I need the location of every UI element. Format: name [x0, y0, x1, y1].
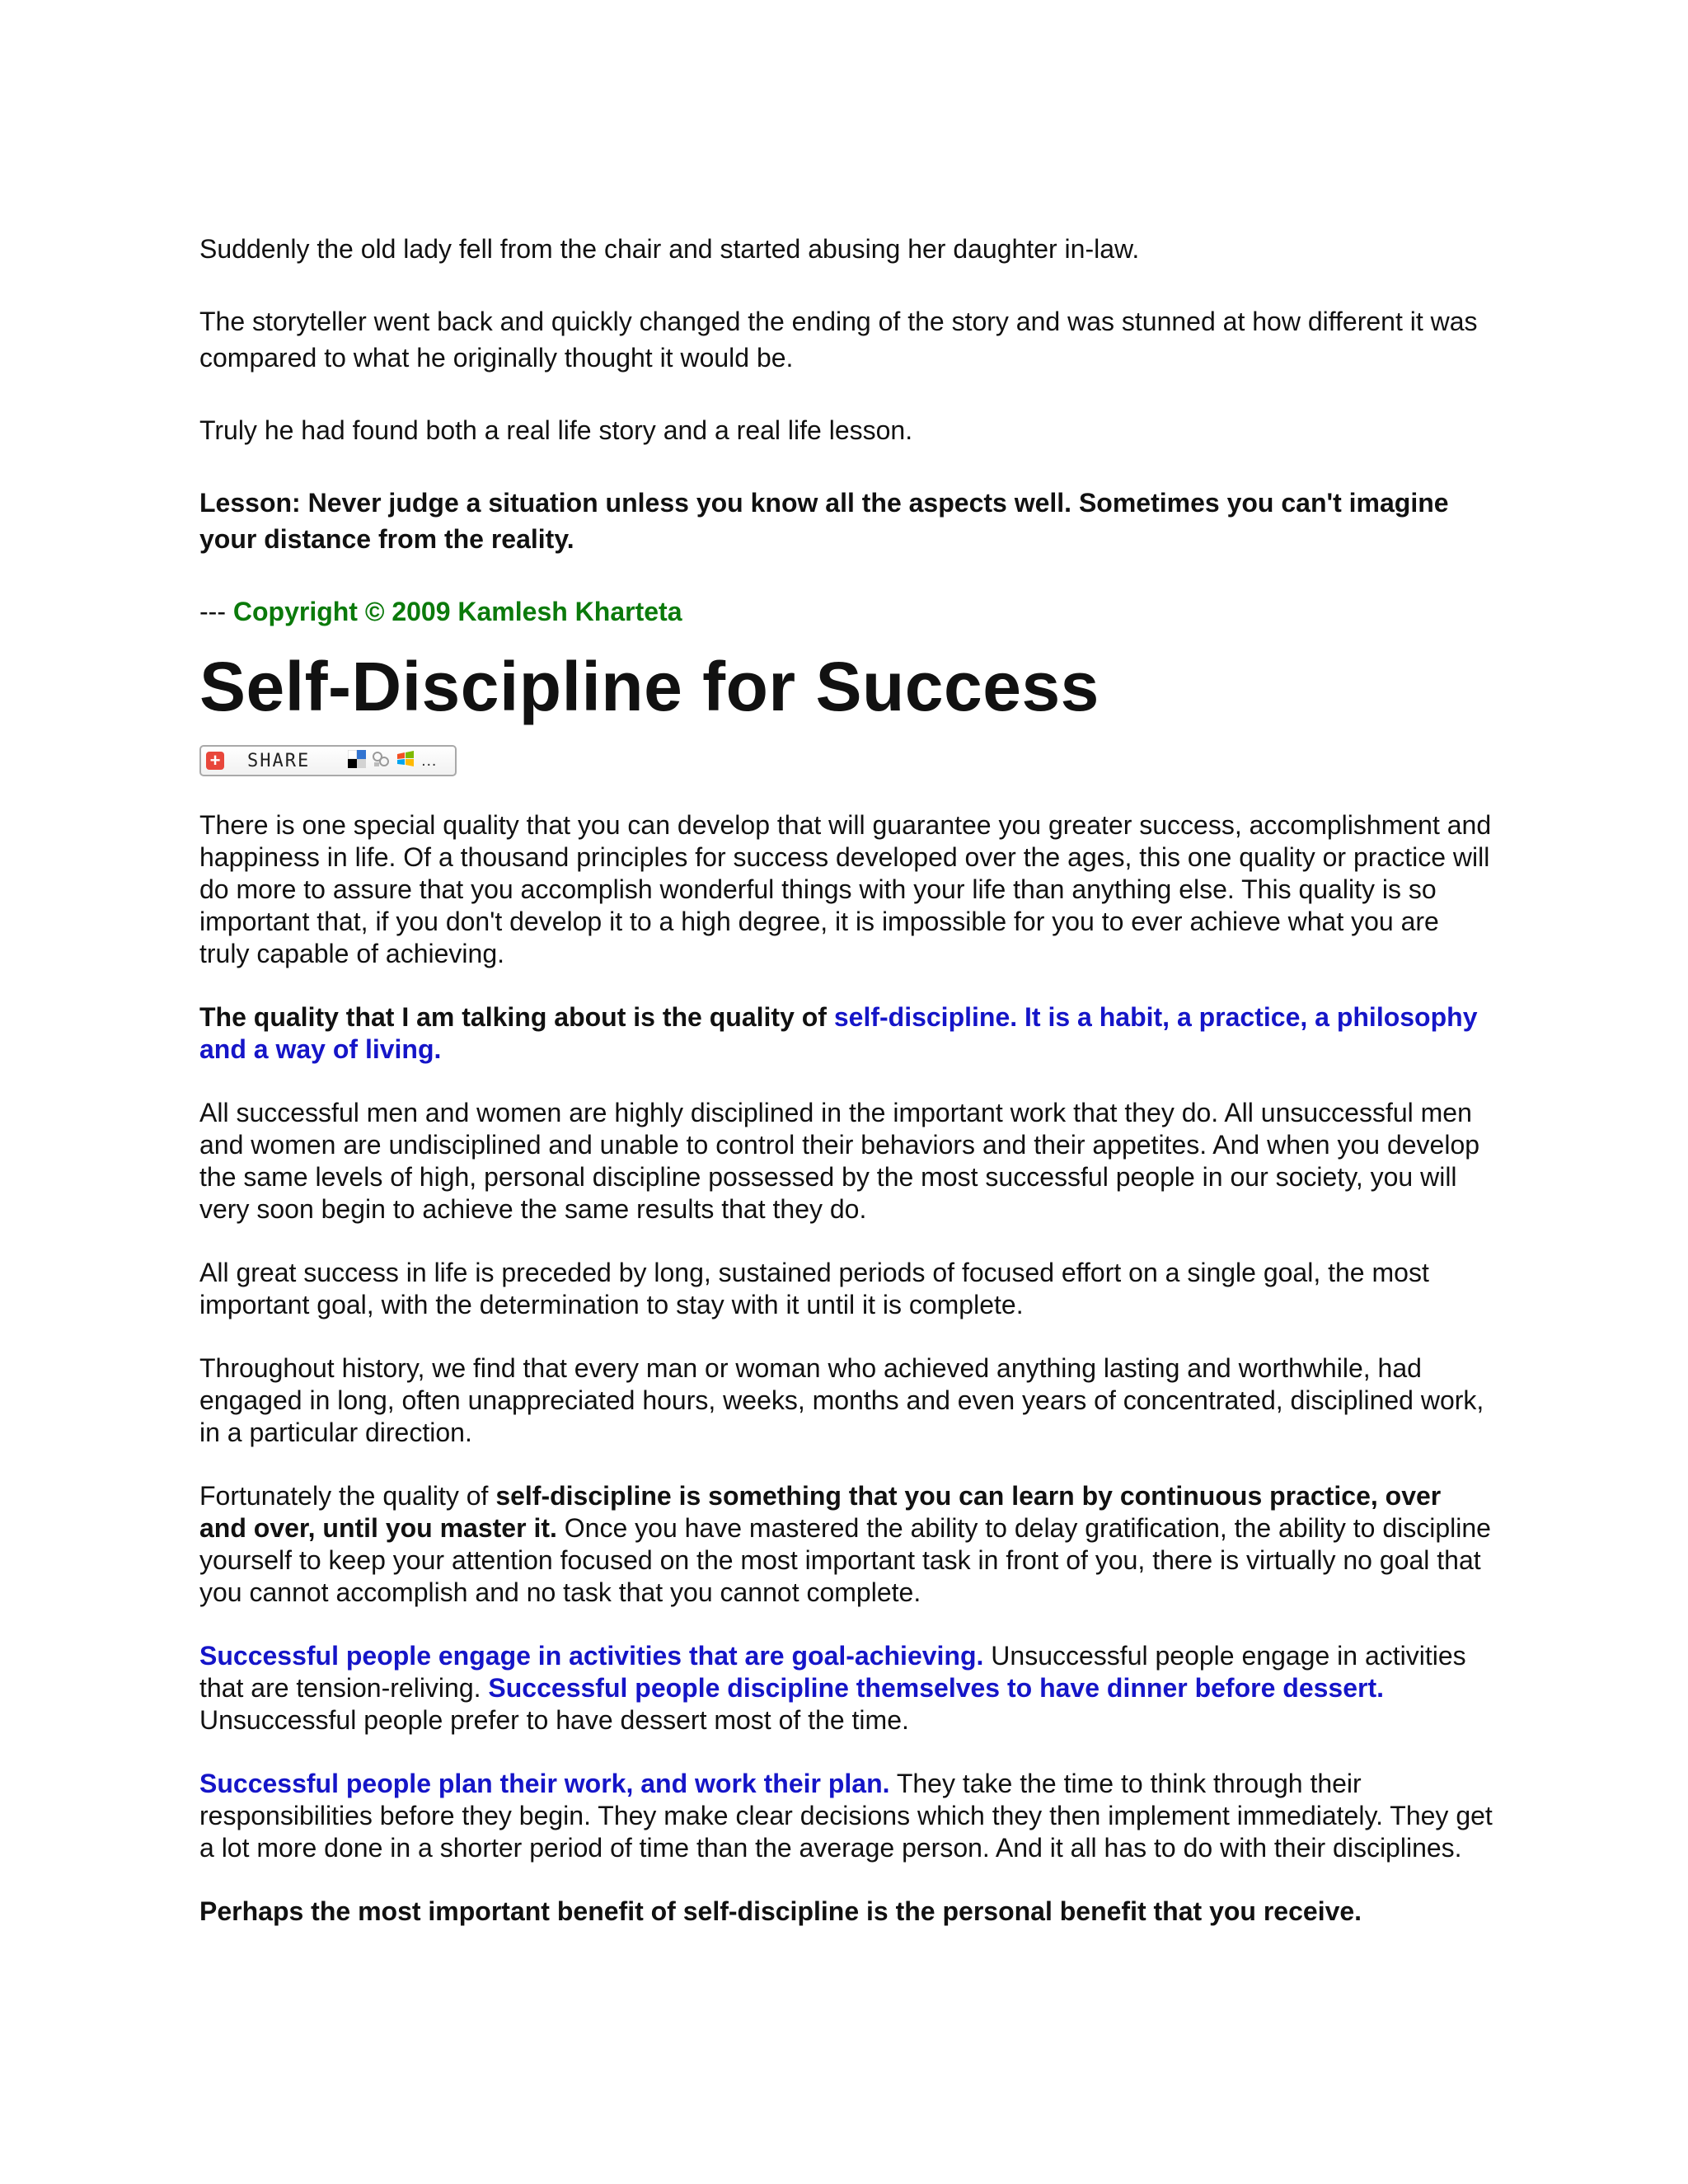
story-ending: [199, 231, 1493, 630]
plain-text: Unsuccessful people engage in activities that are tension-reliving.: [199, 1641, 1466, 1703]
digg-icon: [371, 750, 391, 772]
article-paragraph: All great success in life is preceded by long, sustained periods of focused effort on a single goal, the most important goal, with the determination to stay with it until it is complete.: [199, 1258, 1429, 1319]
bold-text: self-discipline is something that you can learn by continuous practice, over and over, until you master it.: [199, 1481, 1442, 1543]
article-paragraph: Throughout history, we find that every man or woman who achieved anything lasting and worthwhile, had engaged in long, often unappreciated hours, weeks, months and even years of concentrated, disciplined work, in a particular direction.: [199, 1353, 1484, 1447]
copyright-prefix: ---: [199, 597, 233, 626]
plus-icon: +: [206, 752, 224, 770]
share-label: SHARE: [247, 750, 311, 771]
document-page: [199, 231, 1493, 1928]
share-service-icons: [348, 750, 437, 772]
article-body: [199, 809, 1493, 1928]
lesson-text: Lesson: Never judge a situation unless you know all the aspects well. Sometimes you can't imagine your distance from the reality.: [199, 488, 1449, 554]
article-paragraph: There is one special quality that you can develop that will guarantee you greater success, accomplishment and happiness in life. Of a thousand principles for success developed over the ages, this one quality or practice will do more to assure that you accomplish wonderful things with your life than anything else. This quality is so important that, if you don't develop it to a high degree, it is impossible for you to ever achieve what you are truly capable of achieving.: [199, 810, 1492, 968]
article-paragraph: All successful men and women are highly disciplined in the important work that they do. All unsuccessful men and women are undisciplined and unable to control their behaviors and their appetites. And when you develop the same levels of high, personal discipline possessed by the most successful people in our society, you will very soon begin to achieve the same results that they do.: [199, 1098, 1480, 1224]
highlight-text: self-discipline. It is a habit, a practice, a philosophy and a way of living.: [199, 1002, 1478, 1064]
article-paragraph: [199, 1768, 1493, 1864]
article-paragraph: [199, 1001, 1493, 1066]
article-title: Self-Discipline for Success: [199, 648, 1100, 725]
bold-text: The quality that I am talking about is the quality of: [199, 1002, 834, 1032]
copyright-text: Copyright © 2009 Kamlesh Kharteta: [232, 597, 682, 626]
story-paragraph: The storyteller went back and quickly changed the ending of the story and was stunned at how different it was compared to what he originally thought it would be.: [199, 307, 1478, 373]
highlight-text: Successful people plan their work, and work their plan.: [199, 1769, 890, 1798]
article-paragraph: [199, 1896, 1493, 1928]
highlight-text: Successful people engage in activities that are goal-achieving.: [199, 1641, 984, 1671]
highlight-text: Successful people discipline themselves to have dinner before dessert.: [488, 1673, 1384, 1703]
delicious-icon: [348, 750, 366, 772]
plain-text: Unsuccessful people prefer to have dessert most of the time.: [199, 1705, 909, 1735]
share-button[interactable]: [199, 745, 457, 776]
windows-icon: [396, 750, 415, 772]
plain-text: They take the time to think through their responsibilities before they begin. They make clear decisions which they then implement immediately. They get a lot more done in a shorter period of time than the average person. And it all has to do with their disciplines.: [199, 1769, 1493, 1863]
plain-text: Once you have mastered the ability to delay gratification, the ability to discipline yourself to keep your attention focused on the most important task in front of you, there is virtually no goal that you cannot accomplish and no task that you cannot complete.: [199, 1513, 1491, 1607]
article-paragraph: [199, 1480, 1493, 1609]
lesson-paragraph: [199, 485, 1493, 557]
bold-text: Perhaps the most important benefit of self-discipline is the personal benefit that you receive.: [199, 1896, 1362, 1926]
story-paragraph: Suddenly the old lady fell from the chair and started abusing her daughter in-law.: [199, 234, 1140, 264]
article-paragraph: [199, 1640, 1493, 1736]
copyright-line: [199, 593, 1493, 630]
plain-text: Fortunately the quality of: [199, 1481, 496, 1511]
story-paragraph: Truly he had found both a real life story and a real life lesson.: [199, 415, 913, 445]
more-icon: …: [420, 751, 438, 770]
